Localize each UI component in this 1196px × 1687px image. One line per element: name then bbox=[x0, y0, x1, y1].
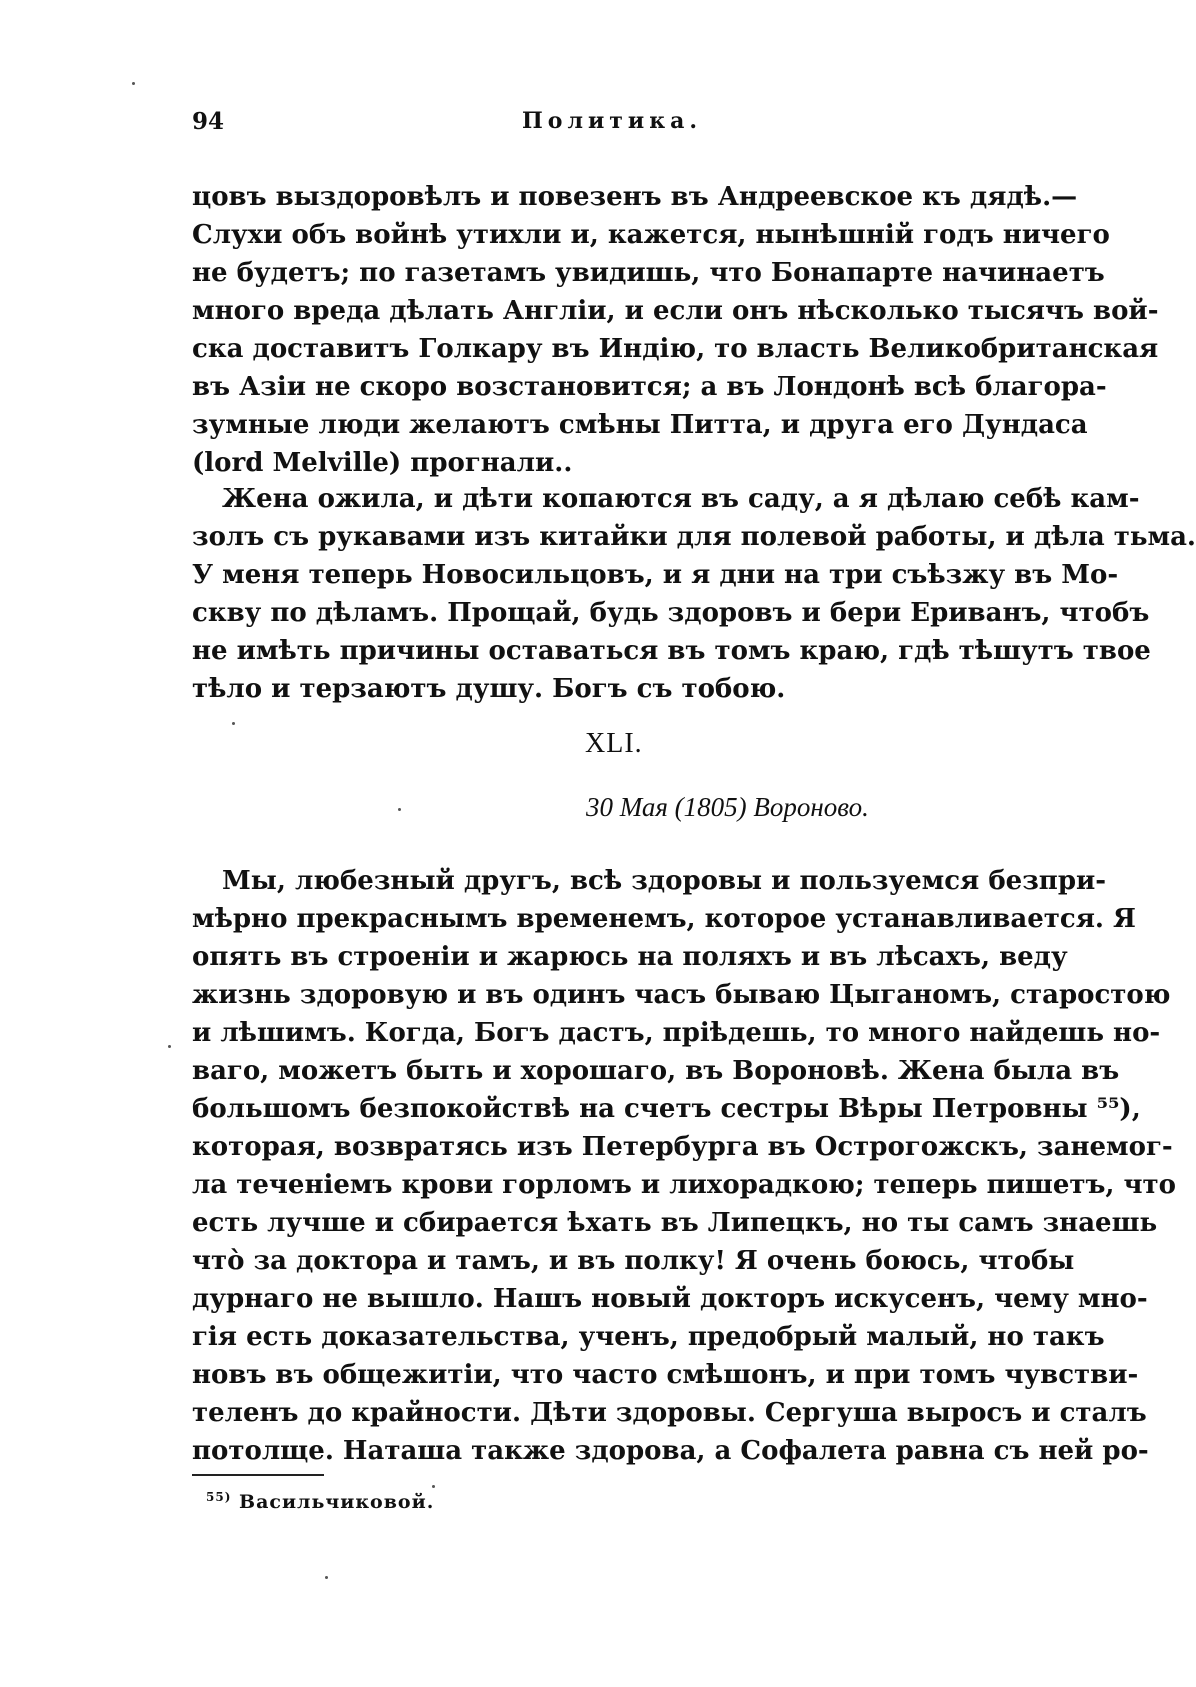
footnote bbox=[206, 1490, 434, 1513]
text-line: чтò за доктора и тамъ, и въ полку! Я очень боюсь, чтобы bbox=[192, 1246, 1075, 1276]
print-speck bbox=[232, 722, 235, 725]
text-line: гія есть доказательства, ученъ, предобрый малый, но такъ bbox=[192, 1322, 1105, 1352]
footnote-text: Васильчиковой. bbox=[239, 1491, 435, 1513]
letter-number: XLI. bbox=[585, 728, 643, 759]
text-line: которая, возвратясь изъ Петербурга въ Острогожскъ, занемог- bbox=[192, 1132, 1173, 1162]
paragraph-2 bbox=[192, 480, 1196, 708]
text-line: есть лучше и сбирается ѣхать въ Липецкъ, но ты самъ знаешь bbox=[192, 1208, 1158, 1238]
text-line: зумные люди желаютъ смѣны Питта, и друга его Дундаса bbox=[192, 410, 1088, 440]
text-line: скву по дѣламъ. Прощай, будь здоровъ и бери Ериванъ, чтобъ bbox=[192, 598, 1150, 628]
text-line: тѣло и терзаютъ душу. Богъ съ тобою. bbox=[192, 674, 786, 704]
text-line: золъ съ рукавами изъ китайки для полевой работы, и дѣла тьма. bbox=[192, 522, 1196, 552]
print-speck bbox=[432, 1485, 435, 1488]
footnote-marker: 55) bbox=[206, 1490, 232, 1504]
print-speck bbox=[168, 1045, 171, 1048]
text-line: дурнаго не вышло. Нашъ новый докторъ искусенъ, чему мно- bbox=[192, 1284, 1148, 1314]
footnote-divider bbox=[192, 1474, 324, 1476]
page-number: 94 bbox=[192, 108, 225, 135]
print-speck bbox=[132, 82, 135, 85]
text-line: не будетъ; по газетамъ увидишь, что Бонапарте начинаетъ bbox=[192, 258, 1105, 288]
print-speck bbox=[398, 808, 401, 811]
text-line: ска доставитъ Голкару въ Индію, то власть Великобританская bbox=[192, 334, 1159, 364]
text-line: опять въ строеніи и жарюсь на поляхъ и въ лѣсахъ, веду bbox=[192, 942, 1068, 972]
running-title: Политика. bbox=[522, 108, 703, 134]
text-line: новъ въ общежитіи, что часто смѣшонъ, и при томъ чувстви- bbox=[192, 1360, 1139, 1390]
text-line: Слухи объ войнѣ утихли и, кажется, нынѣшній годъ ничего bbox=[192, 220, 1110, 250]
text-line: большомъ безпокойствѣ на счетъ сестры Вѣры Петровны ⁵⁵), bbox=[192, 1094, 1141, 1124]
text-line: много вреда дѣлать Англіи, и если онъ нѣсколько тысячъ вой- bbox=[192, 296, 1159, 326]
text-line: ла теченіемъ крови горломъ и лихорадкою; теперь пишетъ, что bbox=[192, 1170, 1177, 1200]
text-line: въ Азіи не скоро возстановится; а въ Лондонѣ всѣ благора- bbox=[192, 372, 1107, 402]
text-line: Мы, любезный другъ, всѣ здоровы и пользуемся безпри- bbox=[222, 866, 1107, 896]
text-line: жизнь здоровую и въ одинъ часъ бываю Цыганомъ, старостою bbox=[192, 980, 1171, 1010]
text-line: не имѣть причины оставаться въ томъ краю, гдѣ тѣшутъ твое bbox=[192, 636, 1151, 666]
text-line: теленъ до крайности. Дѣти здоровы. Сергуша выросъ и сталъ bbox=[192, 1398, 1147, 1428]
text-line: мѣрно прекраснымъ временемъ, которое устанавливается. Я bbox=[192, 904, 1136, 934]
text-line: и лѣшимъ. Когда, Богъ дастъ, пріѣдешь, то много найдешь но- bbox=[192, 1018, 1161, 1048]
text-line: ваго, можетъ быть и хорошаго, въ Вороновѣ. Жена была въ bbox=[192, 1056, 1120, 1086]
text-line: (lord Melville) прогнали.. bbox=[192, 448, 573, 478]
print-speck bbox=[325, 1576, 328, 1579]
text-line: У меня теперь Новосильцовъ, и я дни на три съѣзжу въ Мо- bbox=[192, 560, 1119, 590]
letter-body bbox=[192, 862, 1177, 1470]
text-line: цовъ выздоровѣлъ и повезенъ въ Андреевское къ дядѣ.— bbox=[192, 182, 1078, 212]
paragraph-1 bbox=[192, 178, 1159, 482]
page-header bbox=[192, 108, 1010, 148]
text-line: Жена ожила, и дѣти копаются въ саду, а я дѣлаю себѣ кам- bbox=[222, 484, 1140, 514]
letter-dateline: 30 Мая (1805) Вороново. bbox=[586, 792, 869, 822]
text-line: потолще. Наташа также здорова, а Софалета равна съ ней ро- bbox=[192, 1436, 1149, 1466]
